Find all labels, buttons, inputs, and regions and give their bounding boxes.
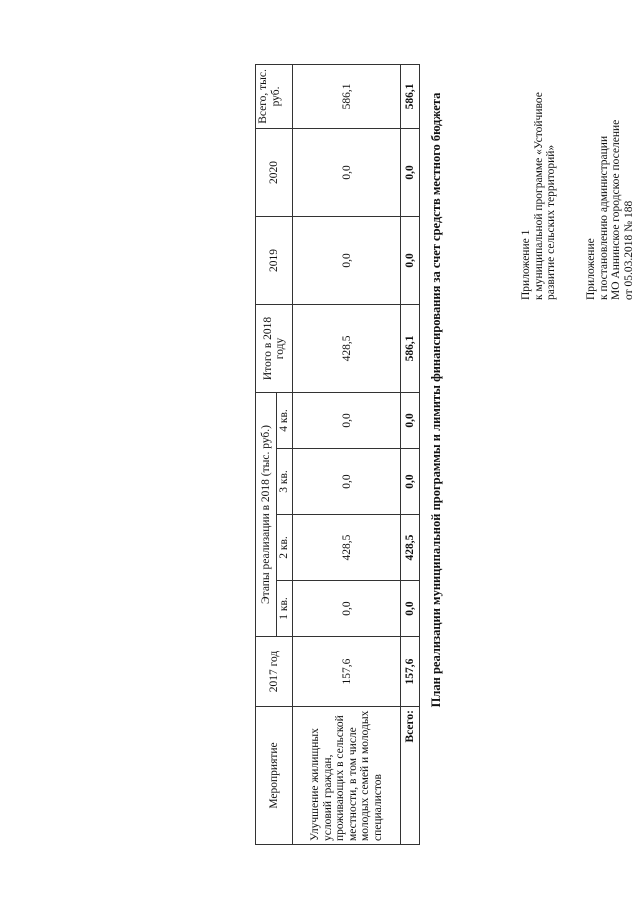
program-note (520, 92, 558, 300)
header-q4: 4 кв. (276, 392, 293, 448)
header-2019: 2019 (256, 216, 293, 304)
row-q4: 0,0 (293, 392, 401, 448)
header-q2: 2 кв. (276, 515, 293, 581)
row-2020: 0,0 (293, 128, 401, 216)
header-2017: 2017 год (256, 637, 293, 707)
totals-2020: 0,0 (401, 128, 420, 216)
header-2020: 2020 (256, 128, 293, 216)
totals-total-2018: 586,1 (401, 304, 420, 392)
header-stages-2018: Этапы реализации в 2018 (тыс. руб.) (256, 392, 277, 636)
document-title: План реализации муниципальной программы и лимиты финансирования за счет средств местного бюджета (429, 92, 443, 708)
table-row (293, 64, 401, 844)
totals-2017: 157,6 (401, 637, 420, 707)
row-q3: 0,0 (293, 449, 401, 515)
header-q1: 1 кв. (276, 581, 293, 637)
totals-q4: 0,0 (401, 392, 420, 448)
row-2017: 157,6 (293, 637, 401, 707)
totals-q3: 0,0 (401, 449, 420, 515)
header-event: Мероприятие (256, 707, 293, 845)
program-note-line: к муниципальной программе «Устойчивое (532, 92, 545, 300)
row-event: Улучшение жилищных условий граждан, проживающих в сельской местности, в том числе молодых семей и молодых специалистов (293, 707, 401, 845)
resolution-note-line: Приложение (585, 238, 597, 300)
totals-q1: 0,0 (401, 581, 420, 637)
totals-label: Всего: (401, 707, 420, 845)
resolution-note (585, 120, 635, 300)
program-note-line: Приложение 1 (520, 229, 532, 300)
financing-table (255, 64, 420, 845)
row-total-2018: 428,5 (293, 304, 401, 392)
totals-q2: 428,5 (401, 515, 420, 581)
resolution-note-line: от 05.03.2018 № 188 (622, 200, 635, 300)
totals-2019: 0,0 (401, 216, 420, 304)
row-total: 586,1 (293, 64, 401, 128)
totals-total: 586,1 (401, 64, 420, 128)
totals-row (401, 64, 420, 844)
row-q2: 428,5 (293, 515, 401, 581)
resolution-note-line: МО Аннинское городское поселение (610, 119, 622, 300)
header-total-2018: Итого в 2018 году (256, 304, 293, 392)
header-total: Всего, тыс. руб. (256, 64, 293, 128)
header-q3: 3 кв. (276, 449, 293, 515)
row-q1: 0,0 (293, 581, 401, 637)
program-note-line: развитие сельских территорий» (545, 144, 557, 300)
row-2019: 0,0 (293, 216, 401, 304)
resolution-note-line: к постановлению администрации (597, 135, 610, 300)
